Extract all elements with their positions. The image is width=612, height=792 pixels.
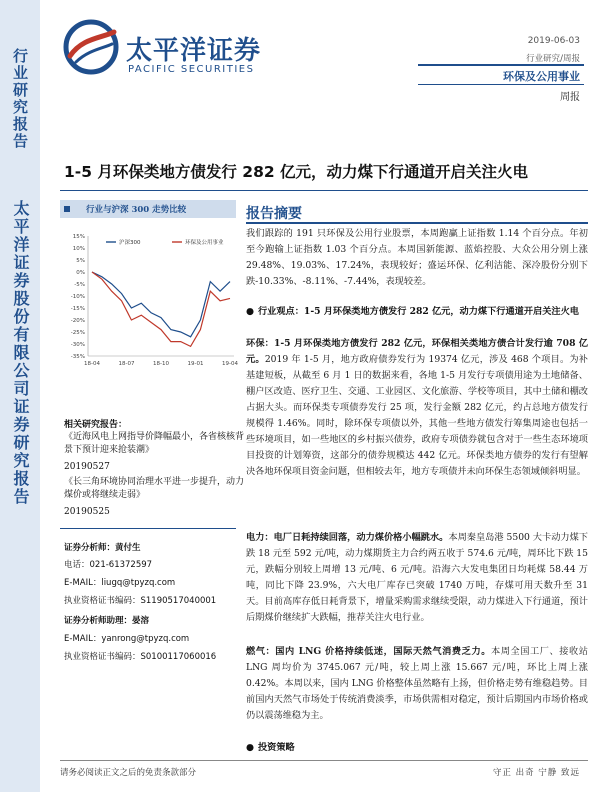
summary-paragraph-power — [246, 530, 588, 626]
gas-body: 本周全国工厂、接收站 LNG 周均价为 3745.067 元/吨，较上周上涨 15.667 元/吨，环比上周上涨 0.42%。本周以来，国内 LNG 价格整体虽然略有上扬，但价格走势有维稳趋势。目前国内天然气市场处于传统消费淡季，市场供需相对稳定，预计后期国内市场价格或仍以震荡维稳为主。 — [246, 646, 588, 721]
y-tick-label: -10% — [70, 294, 85, 300]
summary-paragraph-1: 我们跟踪的 191 只环保及公用行业股票，本周跑赢上证指数 1.14 个百分点。年初至今跑输上证指数 1.03 个百分点。本周国新能源、蓝焰控股、大众公用分别上涨 29.48%、19.03%、17.24%，表现较好；盛运环保、亿利洁能、深冷股份分别下跌-10.33%、-8.11%、-7.44%，表现较差。 — [246, 228, 588, 287]
analyst-2-name: 晏溶 — [132, 616, 150, 626]
analyst-1-certificate: 执业资格证书编码：S1190517040001 — [64, 596, 217, 606]
analyst-2 — [64, 614, 149, 626]
summary-paragraph-env — [246, 336, 588, 480]
footer-motto: 守正 出奇 宁静 致远 — [492, 768, 580, 778]
logo-english-name: PACIFIC SECURITIES — [128, 64, 255, 75]
y-tick-label: 0% — [76, 270, 85, 276]
related-report-2[interactable]: 《长三角环境协同治理水平进一步提升，动力煤价或将继续走弱》 — [64, 477, 245, 500]
pacific-securities-logo-icon — [62, 18, 120, 76]
y-tick-label: 5% — [76, 258, 85, 264]
series-line-hs300 — [92, 272, 230, 337]
x-tick-label: 18-10 — [153, 361, 169, 367]
header-divider-thin — [418, 84, 584, 85]
report-category: 行业研究/周报 — [526, 54, 580, 64]
y-tick-label: 10% — [72, 246, 85, 252]
x-tick-label: 18-04 — [84, 361, 100, 367]
analyst-1-phone: 电话：021-61372597 — [64, 560, 153, 570]
x-axis-ticks — [84, 361, 238, 367]
chart-series — [92, 272, 230, 346]
y-tick-label: -35% — [70, 354, 85, 360]
analyst-1 — [64, 541, 141, 553]
report-title: 1-5 月环保类地方债发行 282 亿元，动力煤下行通道开启关注火电 — [64, 163, 529, 181]
power-body: 本周秦皇岛港 5500 大卡动力煤下跌 18 元至 592 元/吨，动力煤期货主力合约两五收于 574.6 元/吨，周环比下跌 15 元，跌幅分别较上周增 13 元/吨、6 元/吨。沿海六大发电集团日均耗煤 58.44 万吨，同比下降 23.9%，六大电厂库存已突破 1740 万吨，存煤可用天数升至 31 天。目前高库存低日耗背景下，增量采购需求继续受限，动力煤进入下行通道，预计后期煤价继续扩大跌幅，推荐关注火电行业。 — [246, 532, 588, 623]
report-date: 2019-06-03 — [527, 36, 580, 46]
summary-divider — [246, 222, 588, 224]
analyst-2-label: 证券分析师助理： — [64, 616, 133, 626]
bullet-icon: ● — [246, 306, 255, 317]
chart-header-title: 行业与沪深 300 走势比较 — [86, 205, 187, 215]
report-type: 周报 — [560, 92, 580, 103]
strategy-bullet — [246, 740, 588, 756]
related-report-1[interactable]: 《近海风电上网指导价降幅最小，各省核核背景下预计迎来抢装潮》 — [64, 432, 245, 455]
related-reports-heading: 相关研究报告： — [64, 420, 128, 430]
legend-label: 沪深300 — [119, 240, 141, 246]
strategy-label: 投资策略 — [258, 742, 295, 753]
summary-paragraph-gas — [246, 644, 588, 724]
footer-divider — [60, 760, 588, 761]
power-lead: 电力：电厂日耗持续回落，动力煤价格小幅跳水。 — [246, 532, 449, 543]
report-sector: 环保及公用事业 — [503, 70, 580, 83]
header-divider — [418, 64, 584, 66]
x-tick-label: 19-01 — [187, 361, 204, 367]
y-tick-label: -30% — [70, 342, 85, 348]
env-lead: 环保：1-5 月环保类地方债发行 282 亿元，环保相关类地方债合计发行逾 708 亿元。 — [246, 338, 588, 365]
y-axis-ticks — [71, 234, 85, 360]
x-tick-label: 19-04 — [222, 361, 238, 367]
sidebar-main-label: 太平洋证券股份有限公司证券研究报告 — [11, 200, 30, 506]
y-tick-label: -25% — [70, 330, 85, 336]
analyst-divider — [60, 528, 236, 529]
y-tick-label: 15% — [72, 234, 85, 240]
analyst-2-email[interactable]: E-MAIL：yanrong@tpyzq.com — [64, 634, 190, 644]
chart-legend — [106, 238, 224, 246]
chart-header-square-icon — [64, 206, 70, 212]
y-tick-label: -15% — [70, 306, 85, 312]
x-tick-label: 18-07 — [118, 361, 135, 367]
title-divider — [60, 190, 588, 191]
gas-lead: 燃气：国内 LNG 价格持续低迷，国际天然气消费乏力。 — [246, 646, 491, 657]
summary-heading: 报告摘要 — [246, 206, 302, 222]
analyst-1-name: 黄付生 — [115, 543, 141, 553]
y-tick-label: -5% — [74, 282, 85, 288]
analyst-1-label: 证券分析师： — [64, 543, 116, 553]
footer-disclaimer: 请务必阅读正文之后的免责条款部分 — [60, 768, 197, 778]
y-tick-label: -20% — [70, 318, 85, 324]
industry-view-bullet — [246, 304, 588, 320]
analyst-2-certificate: 执业资格证书编码：S0100117060016 — [64, 652, 217, 662]
industry-view-label: 行业观点：1-5 月环保类地方债发行 282 亿元，动力煤下行通道开启关注火电 — [258, 306, 579, 317]
logo-chinese-name: 太平洋证券 — [126, 36, 262, 66]
legend-label: 环保及公用事业 — [185, 240, 224, 246]
related-report-1-date: 20190527 — [64, 462, 110, 472]
analyst-1-email[interactable]: E-MAIL：liugq@tpyzq.com — [64, 578, 176, 588]
related-report-2-date: 20190525 — [64, 507, 110, 517]
sidebar-top-label: 行业研究报告 — [11, 48, 29, 150]
bullet-icon: ● — [246, 742, 255, 753]
env-body: 2019 年 1-5 月，地方政府债券发行为 19374 亿元，涉及 468 个项目。为补基建短板，从截至 6 月 1 日的数据来看，各地 1-5 月发行专项债用途为土地储备、棚户区改造、医疗卫生、交通、工业园区、文化旅游、学校等项目，其中土储和棚改占据大头。而环保类专项债券发行 25 项，发行金额 282 亿元，约占总地方债发行规模得 1.46%。同时，除环保专项债以外，其他一些地方债发行筹集周途也包括一些环境项目，如一些地区的乡村振兴债券，政府专项债券就包含对于一些生态环境项目投资的计划筹资，这部分的债券规模达 442 亿元。环保类地方债券的发行有望解决各地环保项目资金问题，但相较去年，地方专项债并未向环保生态领域倾斜明显。 — [246, 354, 588, 477]
performance-comparison-chart — [58, 232, 240, 380]
